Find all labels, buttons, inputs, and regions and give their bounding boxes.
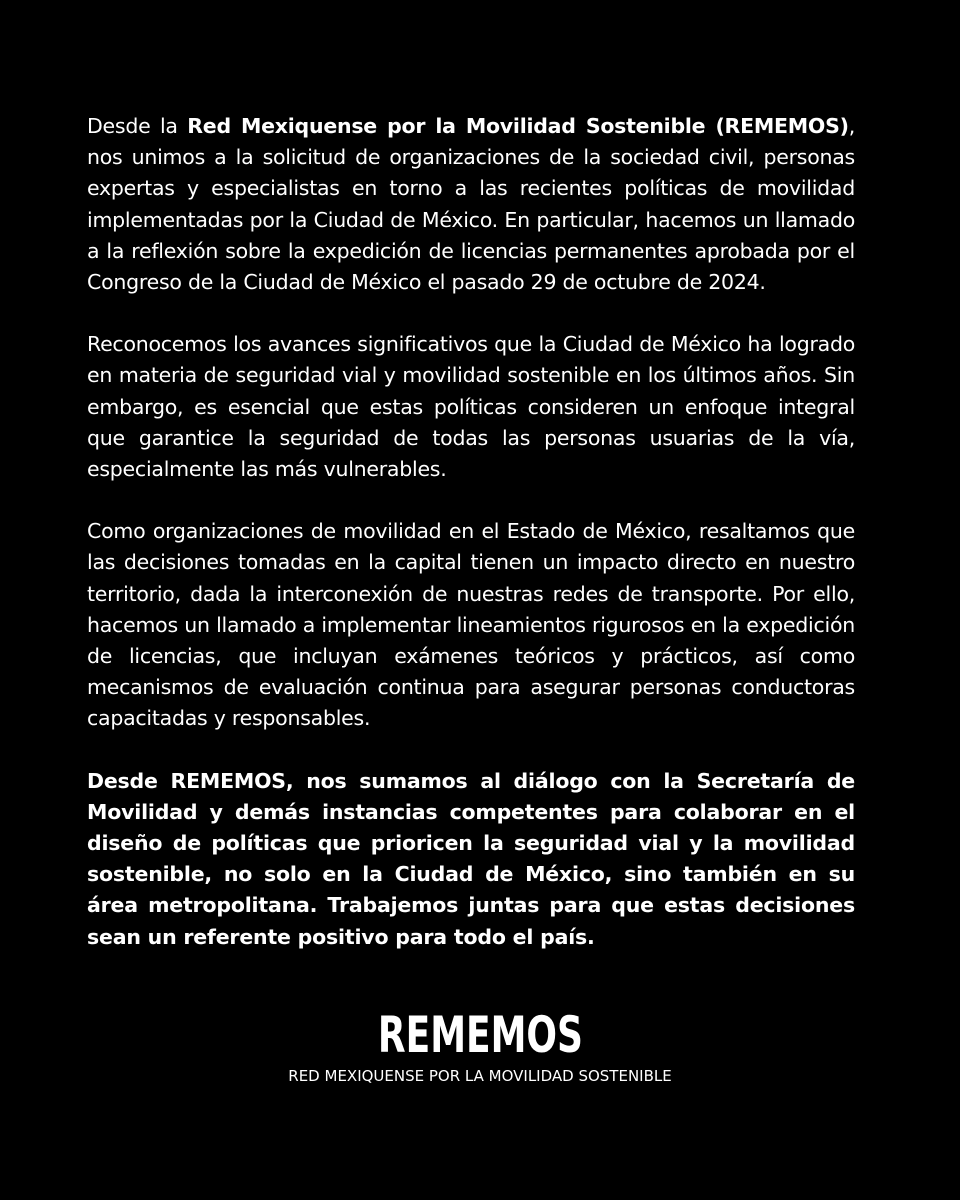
intro-lead: Desde la (87, 114, 188, 138)
paragraph-call-to-action: Como organizaciones de movilidad en el Estado de México, resaltamos que las decisiones tomadas en la capital tienen un impacto directo en nuestro territorio, dada la interconexión de nuestras redes de transporte. Por ello, hacemos un llamado a implementar lineamientos rigurosos en la expedición de licencias, que incluyan exámenes teóricos y prácticos, así como mecanismos de evaluación continua para asegurar personas conductoras capacitadas y responsables. (87, 519, 855, 731)
logo-wordmark: REMEMOS (377, 1006, 583, 1064)
intro-rest: , nos unimos a la solicitud de organizaciones de la sociedad civil, personas expertas y especialistas en torno a las recientes políticas de movilidad implementadas por la Ciudad de México. En particular, hacemos un llamado a la reflexión sobre la expedición de licencias permanentes aprobada por el Congreso de la Ciudad de México el pasado 29 de octubre de 2024. (87, 114, 855, 295)
paragraph-intro (87, 111, 855, 298)
paragraph-recognition: Reconocemos los avances significativos que la Ciudad de México ha logrado en materia de seguridad vial y movilidad sostenible en los últimos años. Sin embargo, es esencial que estas políticas consideren un enfoque integral que garantice la seguridad de todas las personas usuarias de la vía, especialmente las más vulnerables. (87, 332, 855, 482)
organization-name: Red Mexiquense por la Movilidad Sostenible (REMEMOS) (187, 114, 849, 138)
paragraph-closing: Desde REMEMOS, nos sumamos al diálogo con la Secretaría de Movilidad y demás instancias competentes para colaborar en el diseño de políticas que prioricen la seguridad vial y la movilidad sostenible, no solo en la Ciudad de México, sino también en su área metropolitana. Trabajemos juntas para que estas decisiones sean un referente positivo para todo el país. (87, 768, 855, 949)
logo-subtitle: RED MEXIQUENSE POR LA MOVILIDAD SOSTENIBLE (288, 1067, 672, 1085)
statement-body (87, 111, 855, 984)
rememos-logo (0, 1005, 960, 1086)
